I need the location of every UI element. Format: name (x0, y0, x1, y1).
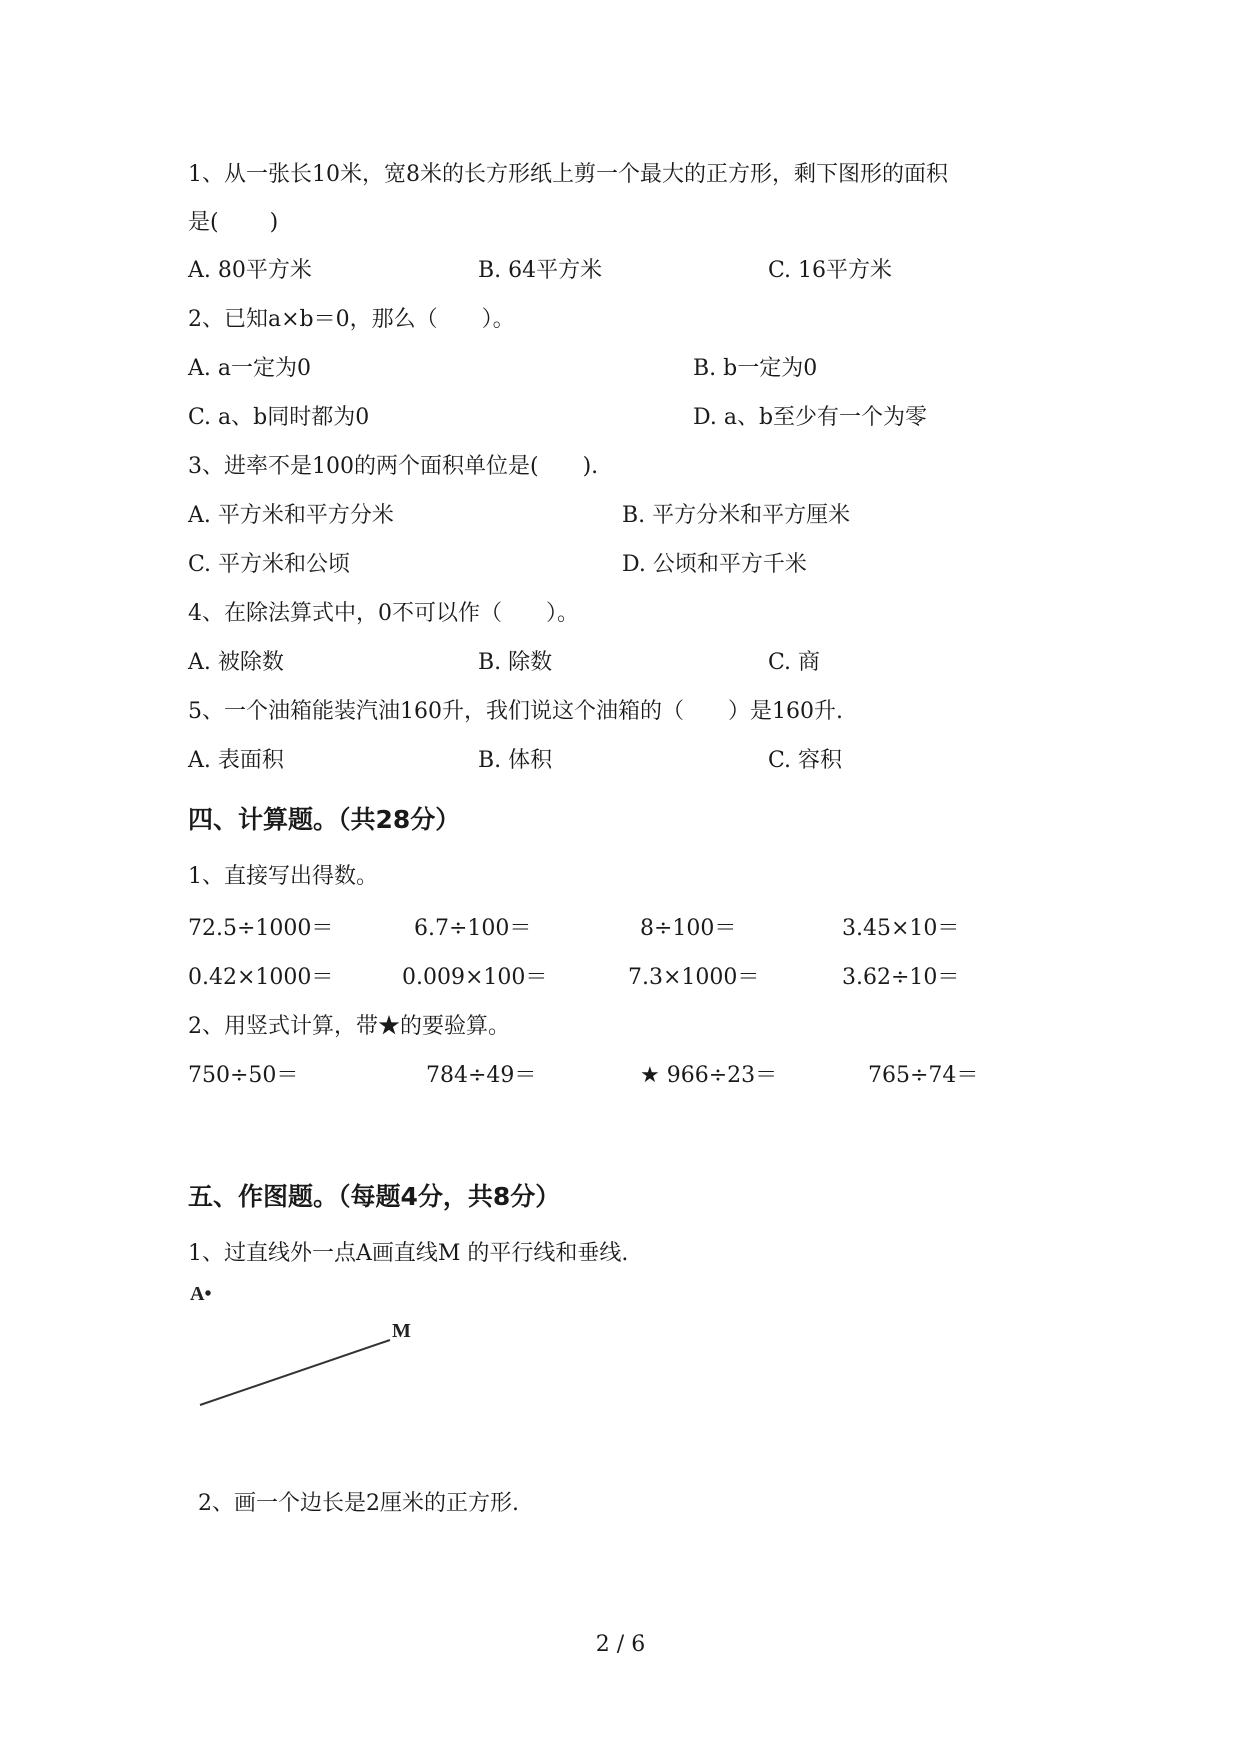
s4-q1-r2-c4: 3.62÷10＝ (842, 965, 960, 990)
q4-stem: 4、在除法算式中，0不可以作（ ）。 (188, 601, 579, 626)
q4-option-a: A. 被除数 (188, 650, 284, 675)
q4-option-c: C. 商 (768, 650, 821, 675)
q5-option-a: A. 表面积 (188, 748, 284, 773)
line-m (200, 1340, 390, 1405)
q3-option-b: B. 平方分米和平方厘米 (622, 503, 851, 528)
point-a-label: A• (190, 1283, 212, 1305)
s4-q1-r1-c1: 72.5÷1000＝ (188, 916, 334, 941)
page-number: 2 / 6 (595, 1632, 646, 1657)
section5-title: 五、作图题。（每题4分，共8分） (188, 1182, 561, 1211)
s4-q2-c2: 784÷49＝ (426, 1063, 537, 1088)
s4-q1-r2-c2: 0.009×100＝ (402, 965, 548, 990)
q3-stem: 3、进率不是100的两个面积单位是( ). (188, 454, 599, 479)
s4-q2-c1: 750÷50＝ (188, 1063, 299, 1088)
q5-option-c: C. 容积 (768, 748, 843, 773)
section4-title: 四、计算题。（共28分） (188, 805, 461, 834)
s5-q1-stem: 1、过直线外一点A画直线M 的平行线和垂线. (188, 1241, 629, 1266)
s4-q2-c4: 765÷74＝ (868, 1063, 979, 1088)
s4-q1-r1-c3: 8÷100＝ (640, 916, 737, 941)
q2-option-b: B. b一定为0 (693, 356, 818, 381)
s4-q2-stem: 2、用竖式计算，带★的要验算。 (188, 1014, 510, 1039)
s5-q2-stem: 2、画一个边长是2厘米的正方形. (198, 1491, 519, 1516)
s4-q2-c3: ★ 966÷23＝ (640, 1063, 778, 1088)
s4-q1-r2-c3: 7.3×1000＝ (628, 965, 760, 990)
q4-option-b: B. 除数 (478, 650, 553, 675)
s4-q1-r1-c2: 6.7÷100＝ (414, 916, 532, 941)
q2-option-c: C. a、b同时都为0 (188, 405, 370, 430)
s4-q1-r2-c1: 0.42×1000＝ (188, 965, 334, 990)
q1-option-a: A. 80平方米 (188, 258, 312, 283)
q2-option-d: D. a、b至少有一个为零 (693, 405, 928, 430)
q1-option-c: C. 16平方米 (768, 258, 893, 283)
q2-stem: 2、已知a×b＝0，那么（ ）。 (188, 307, 515, 332)
q5-option-b: B. 体积 (478, 748, 553, 773)
q1-option-b: B. 64平方米 (478, 258, 603, 283)
q1-stem-line2: 是( ) (188, 210, 279, 235)
s4-q1-r1-c4: 3.45×10＝ (842, 916, 960, 941)
q2-option-a: A. a一定为0 (188, 356, 311, 381)
q3-option-c: C. 平方米和公顷 (188, 552, 351, 577)
q3-option-d: D. 公顷和平方千米 (622, 552, 807, 577)
q1-stem-line1: 1、从一张长10米，宽8米的长方形纸上剪一个最大的正方形，剩下图形的面积 (188, 162, 948, 187)
q5-stem: 5、一个油箱能装汽油160升，我们说这个油箱的（ ）是160升. (188, 699, 843, 724)
line-m-label: M (392, 1320, 411, 1342)
s4-q1-stem: 1、直接写出得数。 (188, 864, 378, 889)
q3-option-a: A. 平方米和平方分米 (188, 503, 394, 528)
